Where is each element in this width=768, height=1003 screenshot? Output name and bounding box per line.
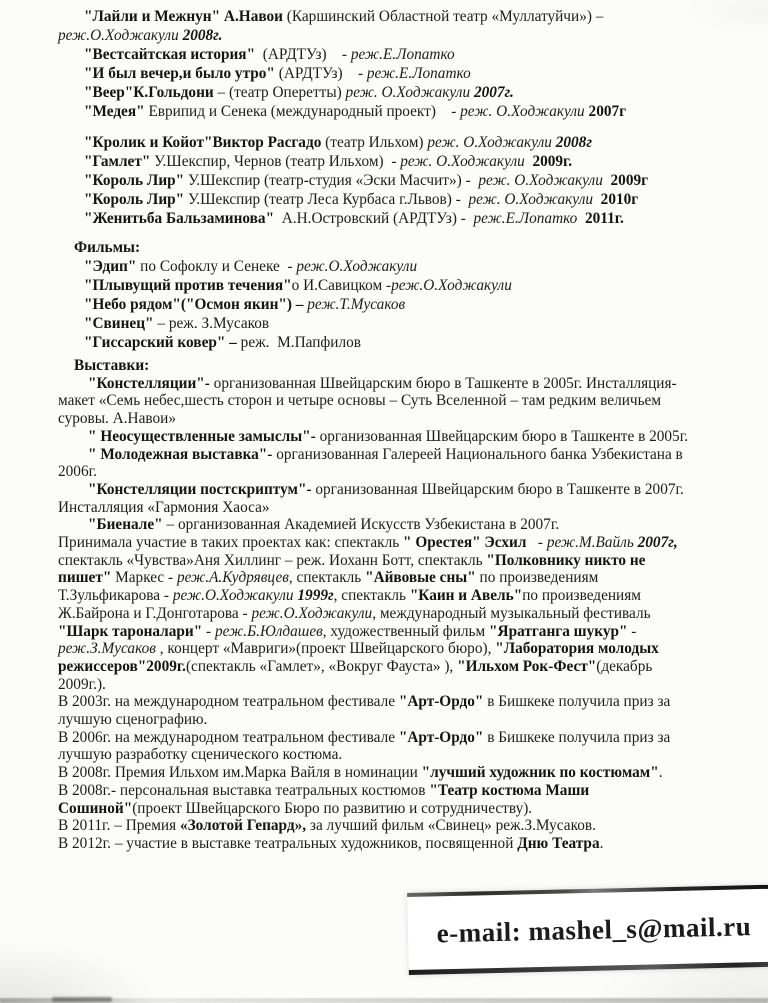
text-run: реж.О.Ходжакули <box>251 604 373 622</box>
text-line <box>58 693 764 711</box>
text-line <box>58 587 764 605</box>
text-run: – (театр Оперетты) <box>213 84 346 101</box>
text-run: "Гамлет" <box>84 153 151 170</box>
text-line <box>58 817 764 835</box>
text-line <box>58 552 764 570</box>
text-run: "Театр костюма Маши <box>429 781 590 799</box>
text-run: -реж.О.Ходжакули <box>386 277 512 294</box>
text-line <box>58 676 764 694</box>
text-line <box>58 711 764 729</box>
text-line <box>58 499 764 517</box>
text-run: (проект Швейцарского Бюро по развитию и сотрудничеству). <box>132 799 533 817</box>
text-run: В 2008г.- персональная выставка театральных костюмов <box>58 781 430 799</box>
text-run: "Небо рядом"("Осмон якин") – <box>84 296 308 313</box>
text-line <box>58 375 764 393</box>
text-run: реж.А.Кудрявцев, <box>176 569 293 587</box>
text-run: - <box>202 622 215 640</box>
text-run: "Яратганга шукур" <box>489 622 628 640</box>
text-run: режиссеров"2009г. <box>58 657 186 675</box>
text-run: 2009г <box>610 172 649 189</box>
text-run: 2010г <box>600 191 639 208</box>
text-line <box>58 133 764 152</box>
text-run: В 2003г. на международном театральном фестивале <box>58 693 399 711</box>
text-run: "Лаборатория молодых <box>495 640 659 658</box>
text-run: - реж.Е.Лопатко <box>357 65 471 82</box>
text-run: В 2011г. – Премия <box>58 817 180 835</box>
text-run: реж.Б.Юлдашев <box>214 622 323 640</box>
text-run: (АРДТУз) <box>255 46 342 63</box>
text-run: 2008г. <box>182 27 223 44</box>
text-run: "Шарк тароналари" <box>58 622 203 640</box>
text-line <box>58 516 764 534</box>
text-line <box>58 314 764 333</box>
text-run: по Софоклу и Сенеке <box>136 258 288 275</box>
text-run: Инсталляция «Гармония Хаоса» <box>58 498 270 516</box>
text-run: - <box>627 622 637 640</box>
scan-artifact-blob <box>52 997 112 1002</box>
text-run: "Констелляции"- <box>88 374 210 392</box>
text-run: А.Н.Островский (АРДТУз) - <box>274 210 474 227</box>
text-run: 2007г <box>588 103 627 120</box>
text-run: реж. О.Ходжакули <box>427 134 556 151</box>
text-run: 2009г.). <box>58 675 106 693</box>
text-run: 2007г. <box>473 84 514 101</box>
text-run: пишет" <box>58 569 112 587</box>
text-run: реж.З.Мусаков <box>58 640 160 658</box>
text-line <box>58 569 764 587</box>
text-run: организованная Швейцарским бюро в Ташкенте в 2005г. <box>315 427 689 445</box>
text-line <box>58 238 764 257</box>
text-run: Дню Театра <box>517 834 600 852</box>
text-run: В 2006г. на международном театральном фестивале <box>58 728 399 746</box>
text-run: У.Шекспир (театр-студия «Эски Масчит») - <box>184 172 479 189</box>
text-line <box>58 45 764 64</box>
scan-artifact-bottom-streak <box>0 998 768 1003</box>
text-line <box>58 276 764 295</box>
text-line <box>58 190 764 209</box>
text-run: организованная Швейцарским бюро в Ташкенте в 2005г. Инсталляция- <box>209 374 677 392</box>
text-line <box>58 640 764 658</box>
text-line <box>58 534 764 552</box>
text-line <box>58 729 764 747</box>
email-text: e-mail: mashel_s@mail.ru <box>436 910 752 948</box>
text-run: Еврипид и Сенека (международный проект) <box>144 103 452 120</box>
text-run: (Каршинский Областной театр «Муллатуйчи») – <box>282 8 604 25</box>
text-run: лучшую разработку сценического костюма. <box>58 746 343 764</box>
text-line <box>58 83 764 102</box>
text-run: - реж.М.Вайль <box>537 534 638 552</box>
text-run: (спектакль «Гамлет», «Вокруг Фауста» ), <box>185 657 458 675</box>
text-run: " Молодежная выставка"- <box>88 445 273 463</box>
text-run: – организованная Академией Искусств Узбекистана в 2007г. <box>162 516 560 534</box>
text-line <box>58 257 764 276</box>
text-line <box>58 481 764 499</box>
text-run: по произведениям <box>475 569 599 587</box>
text-run: "Женитьба Бальзаминова" <box>84 210 275 227</box>
text-run: "Король Лир" <box>84 172 185 189</box>
text-run: . <box>658 764 663 782</box>
text-run: , международный музыкальный фестиваль <box>372 604 651 622</box>
text-run: «Золотой Гепард», <box>179 817 307 835</box>
text-run: "Плывущий против течения" <box>84 277 292 294</box>
text-run: Принимала участие в таких проектах как: спектакль <box>58 534 404 552</box>
text-run: - реж. О.Ходжакули <box>451 103 589 120</box>
text-line <box>58 152 764 171</box>
text-run: У.Шекспир (театр Леса Курбаса г.Львов) - <box>184 191 469 208</box>
text-run: 2009г. <box>532 153 573 170</box>
text-line <box>58 392 764 410</box>
text-line <box>58 800 764 818</box>
text-line <box>58 64 764 83</box>
text-run: реж.Е.Лопатко <box>473 210 585 227</box>
text-run: – реж. З.Мусаков <box>153 315 270 332</box>
text-run: "Айвовые сны" <box>365 569 476 587</box>
text-run: "Веер"К.Гольдони <box>84 84 214 101</box>
text-line <box>58 658 764 676</box>
text-run: "Констелляции постскриптум"- <box>88 480 312 498</box>
text-line <box>58 428 764 446</box>
text-run: " Неосуществленные замыслы"- <box>88 427 316 445</box>
text-run: реж. О.Ходжакули <box>478 172 611 189</box>
text-run: спектакль <box>292 569 366 587</box>
text-line <box>58 295 764 314</box>
email-stamp <box>407 885 768 975</box>
text-run: Маркес - <box>111 569 177 587</box>
text-run: спектакль «Чувства»Аня Хиллинг – реж. Иоханн Ботт, спектакль <box>58 551 487 569</box>
text-run: лучшую сценографию. <box>58 711 208 729</box>
text-run: 2011г. <box>584 210 624 227</box>
text-line <box>58 446 764 464</box>
text-run: "Вестсайтская история" <box>84 46 256 63</box>
text-run: 2006г. <box>58 463 97 481</box>
text-run: "Свинец" <box>84 315 154 332</box>
text-run: "Биенале" <box>88 516 163 534</box>
text-run: "Король Лир" <box>84 191 185 208</box>
text-run: (театр Ильхом) <box>321 134 428 151</box>
text-run: реж.О.Ходжакули <box>172 587 298 605</box>
text-line <box>58 605 764 623</box>
text-run: за лучший фильм «Свинец» реж.З.Мусаков. <box>306 817 596 835</box>
text-run: макет «Семь небес,шесть сторон и четыре основы – Суть Вселенной – там редким величьем <box>58 392 662 410</box>
text-run: "Гиссарский ковер" – <box>84 334 241 351</box>
text-run: У.Шекспир, Чернов (театр Ильхом) <box>150 153 392 170</box>
text-run: в Бишкеке получила приз за <box>483 728 671 746</box>
text-line <box>58 209 764 228</box>
text-run: "Ильхом Рок-Фест" <box>457 657 597 675</box>
text-run: "И был вечер,и было утро" <box>84 65 275 82</box>
text-run: "Лайли и Межнун" А.Навои <box>84 8 283 25</box>
text-run: , спектакль <box>333 587 410 605</box>
text-run: (декабрь <box>596 657 653 675</box>
text-run: реж.О.Ходжакули <box>58 27 183 44</box>
text-run: организованная Швейцарским бюро в Ташкенте в 2007г. <box>311 480 684 498</box>
text-run: 2008г <box>555 134 592 151</box>
text-run: В 2012г. – участие в выставке театральных художников, посвященной <box>58 834 518 852</box>
text-run: "лучший художник по костюмам" <box>421 764 659 782</box>
text-run: , концерт «Мавриги»(проект Швейцарского бюро), <box>159 640 496 658</box>
document-body-upper <box>58 7 764 352</box>
text-run: . <box>599 834 604 852</box>
text-run: реж. М.Папфилов <box>240 334 362 351</box>
text-line <box>58 357 764 375</box>
text-run: реж. О.Ходжакули <box>468 191 601 208</box>
text-run: реж. О.Ходжакули <box>345 84 474 101</box>
text-line <box>58 746 764 764</box>
text-run: "Медея" <box>84 103 145 120</box>
text-run: , художественный фильм <box>322 622 490 640</box>
text-run: "Арт-Ордо" <box>398 728 484 746</box>
text-run: Фильмы: <box>74 239 141 256</box>
text-run: о И.Савицком <box>291 277 387 294</box>
text-line <box>58 102 764 121</box>
text-line <box>58 26 764 45</box>
text-line <box>58 764 764 782</box>
text-line <box>58 410 764 428</box>
text-run: Сошиной" <box>58 799 133 817</box>
text-run: Т.Зульфикарова - <box>58 587 173 605</box>
text-run: Ж.Байрона и Г.Донготарова - <box>58 604 252 622</box>
text-run: - реж. О.Ходжакули <box>391 153 533 170</box>
text-line <box>58 835 764 853</box>
text-line <box>58 463 764 481</box>
text-run: реж.Т.Мусаков <box>307 296 406 313</box>
text-run: - реж.Е.Лопатко <box>341 46 455 63</box>
document-body-lower <box>58 357 764 853</box>
text-run: В 2008г. Премия Ильхом им.Марка Вайля в номинации <box>58 764 422 782</box>
text-run: "Эдип" <box>84 258 137 275</box>
text-run: в Бишкеке получила приз за <box>483 693 671 711</box>
text-run: "Полковнику никто не <box>486 551 646 569</box>
text-line <box>58 782 764 800</box>
text-run: суровы. А.Навои» <box>58 410 176 428</box>
text-run: " Орестея" Эсхил <box>403 534 538 552</box>
text-run: (АРДТУз) <box>274 65 358 82</box>
text-run: 1999г <box>297 587 334 605</box>
text-line <box>58 7 764 26</box>
text-run: организованная Галереей Национального банка Узбекистана в <box>272 445 683 463</box>
text-run: "Арт-Ордо" <box>398 693 484 711</box>
text-run: по произведениям <box>522 587 641 605</box>
text-run: - реж.О.Ходжакули <box>287 258 418 275</box>
text-line <box>58 171 764 190</box>
text-line <box>58 623 764 641</box>
text-run: "Каин и Авель" <box>409 587 523 605</box>
text-line <box>58 333 764 352</box>
text-run: "Кролик и Койот"Виктор Расгадо <box>84 134 322 151</box>
text-run: Выставки: <box>74 357 150 374</box>
text-run: 2007г, <box>637 534 678 552</box>
